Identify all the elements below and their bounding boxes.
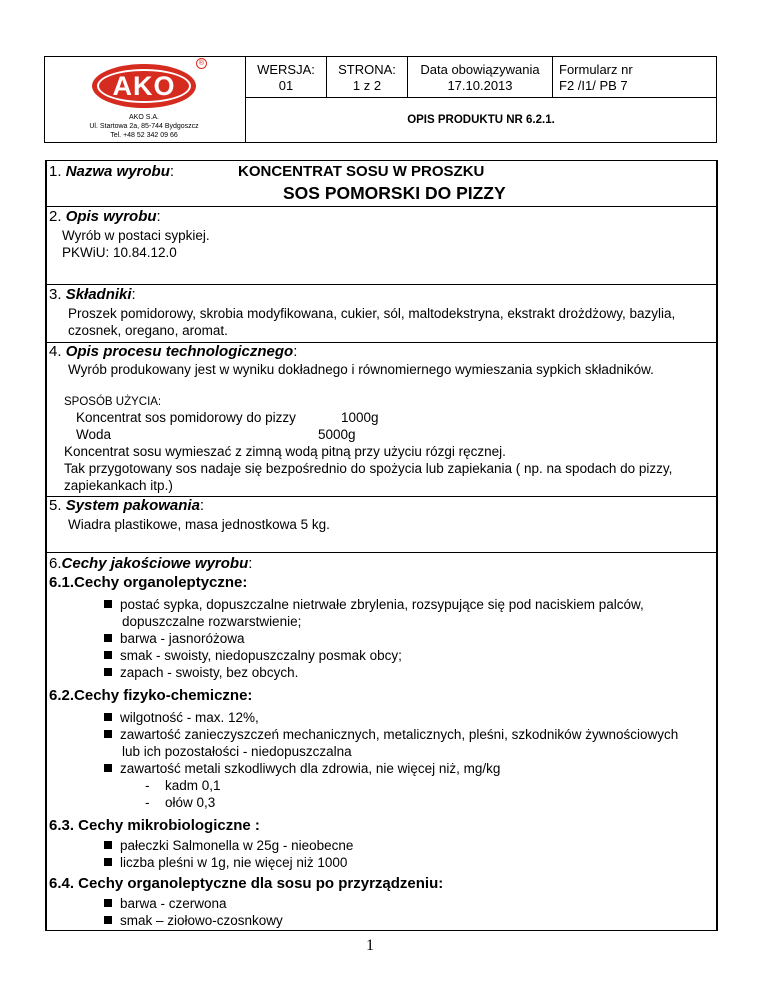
bullet-icon [104,841,112,849]
list-item: barwa - czerwona [104,896,227,913]
list-item: wilgotność - max. 12%, [104,710,259,727]
bullet-icon [104,730,112,738]
version-cell: WERSJA: 01 [245,56,327,98]
bullet-icon [104,916,112,924]
metal-limit: kadm 0,1 [165,778,221,793]
usage-ingredient-1: Koncentrat sos pomidorowy do pizzy [76,410,296,425]
bullet-icon [104,764,112,772]
bullet-icon [104,634,112,642]
bullet-icon [104,651,112,659]
section-5-heading: 5. System pakowania: [49,497,205,514]
section-2-heading: 2. Opis wyrobu: [49,208,161,225]
subsection-6-4-heading: 6.4. Cechy organoleptyczne dla sosu po przyrządzeniu: [49,875,444,892]
list-item: zawartość zanieczyszczeń mechanicznych, metalicznych, pleśni, szkodników żywnościowych [104,727,678,744]
packaging-description: Wiadra plastikowe, masa jednostkowa 5 kg. [68,517,330,532]
metal-limit: ołów 0,3 [165,795,216,810]
divider [45,206,718,207]
subsection-6-1-heading: 6.1.Cechy organoleptyczne: [49,574,248,591]
list-item-continuation: lub ich pozostałości - niedopuszczalna [122,744,352,759]
subsection-6-2-heading: 6.2.Cechy fizyko-chemiczne: [49,687,253,704]
bullet-icon [104,713,112,721]
dash-marker: - [145,778,150,793]
description-line: Wyrób w postaci sypkiej. [62,228,210,243]
page-cell: STRONA: 1 z 2 [326,56,408,98]
ingredients-line: czosnek, oregano, aromat. [68,323,228,338]
section-1-heading: 1. Nazwa wyrobu: [49,163,175,180]
usage-instruction: Koncentrat sosu wymieszać z zimną wodą pitną przy użyciu rózgi ręcznej. [64,444,506,459]
list-item: postać sypka, dopuszczalne nietrwałe zbrylenia, rozsypujące się pod naciskiem palców, [104,597,714,614]
list-item: liczba pleśni w 1g, nie więcej niż 1000 [104,855,347,872]
bullet-icon [104,600,112,608]
ingredients-line: Proszek pomidorowy, skrobia modyfikowana, cukier, sól, maltodekstryna, ekstrakt drożdżowy, bazylia, [68,306,676,321]
list-item: barwa - jasnoróżowa [104,631,245,648]
document-title-cell [245,97,717,143]
usage-title: SPOSÓB UŻYCIA: [64,396,162,408]
logo-text: AKO [112,71,176,101]
product-type: KONCENTRAT SOSU W PROSZKU [238,163,485,180]
divider [45,552,718,553]
divider [45,284,718,285]
dash-marker: - [145,795,150,810]
usage-quantity-1: 1000g [341,410,379,425]
company-address: AKO S.A. Ul. Startowa 2a, 85-744 Bydgoszcz Tel. +48 52 342 09 66 [89,114,199,139]
list-item: zapach - swoisty, bez obcych. [104,665,298,682]
bullet-icon [104,899,112,907]
usage-quantity-2: 5000g [318,427,356,442]
product-spec-box [45,160,718,931]
section-3-heading: 3. Składniki: [49,286,136,303]
usage-ingredient-2: Woda [76,427,112,442]
pkwiu-code: PKWiU: 10.84.12.0 [62,245,177,260]
usage-instruction: zapiekankach itp.) [64,478,173,493]
list-item: pałeczki Salmonella w 25g - nieobecne [104,838,353,855]
subsection-6-3-heading: 6.3. Cechy mikrobiologiczne : [49,817,260,834]
page-number: 1 [366,937,374,954]
document-title: OPIS PRODUKTU NR 6.2.1. [407,114,555,126]
form-number-cell: Formularz nr F2 /I1/ PB 7 [552,56,717,98]
list-item: smak - swoisty, niedopuszczalny posmak obcy; [104,648,402,665]
process-description: Wyrób produkowany jest w wyniku dokładnego i równomiernego wymieszania sypkich składników. [68,362,654,377]
list-item: smak – ziołowo-czosnkowy [104,913,283,930]
product-name: SOS POMORSKI DO PIZZY [283,183,506,203]
registered-mark: ® [196,58,207,69]
section-4-heading: 4. Opis procesu technologicznego: [49,343,298,360]
list-item-continuation: dopuszczalne rozwarstwienie; [122,614,302,629]
usage-instruction: Tak przygotowany sos nadaje się bezpośrednio do spożycia lub zapiekania ( np. na spodach do pizzy, [64,461,673,476]
bullet-icon [104,858,112,866]
bullet-icon [104,668,112,676]
section-6-heading: 6.Cechy jakościowe wyrobu: [49,555,253,572]
list-item: zawartość metali szkodliwych dla zdrowia, nie więcej niż, mg/kg [104,761,500,778]
validity-cell: Data obowiązywania 17.10.2013 [407,56,553,98]
